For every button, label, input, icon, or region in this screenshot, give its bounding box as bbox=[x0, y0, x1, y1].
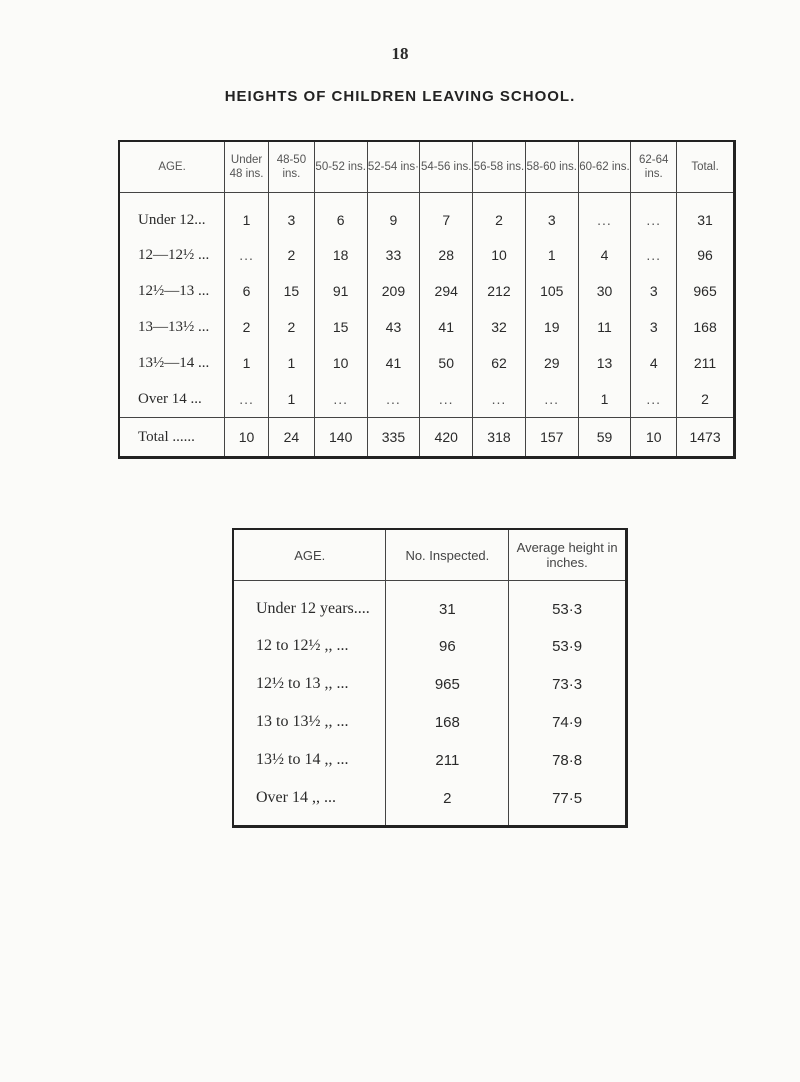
table-cell: 335 bbox=[367, 418, 420, 458]
column-header: 50-52 ins. bbox=[314, 141, 367, 193]
table-cell: 73·3 bbox=[509, 665, 627, 703]
table-cell: 318 bbox=[473, 418, 526, 458]
table-header-row bbox=[233, 529, 627, 581]
table-row bbox=[119, 237, 735, 273]
table-cell: 140 bbox=[314, 418, 367, 458]
table-cell: ... bbox=[631, 193, 677, 238]
column-header: Average height in inches. bbox=[509, 529, 627, 581]
table-cell: 6 bbox=[225, 273, 269, 309]
column-header: 52-54 ins· bbox=[367, 141, 420, 193]
table-cell: 41 bbox=[367, 345, 420, 381]
table-cell: ... bbox=[420, 381, 473, 418]
table-cell: 28 bbox=[420, 237, 473, 273]
table-cell: 29 bbox=[525, 345, 578, 381]
row-label: 12½ to 13 ,, ... bbox=[256, 675, 349, 692]
table-cell: 43 bbox=[367, 309, 420, 345]
table-cell: 31 bbox=[677, 193, 735, 238]
table-cell: 59 bbox=[578, 418, 631, 458]
table-row bbox=[119, 345, 735, 381]
table-cell: 3 bbox=[631, 273, 677, 309]
table-cell: 4 bbox=[578, 237, 631, 273]
table-row bbox=[233, 665, 627, 703]
table-row bbox=[233, 779, 627, 827]
table-cell: 10 bbox=[631, 418, 677, 458]
table-cell: 1 bbox=[578, 381, 631, 418]
table-cell: 19 bbox=[525, 309, 578, 345]
table-cell: 41 bbox=[420, 309, 473, 345]
table-cell: 211 bbox=[677, 345, 735, 381]
table-cell: 18 bbox=[314, 237, 367, 273]
table-cell: 2 bbox=[225, 309, 269, 345]
column-header: 58-60 ins. bbox=[525, 141, 578, 193]
table-cell: 3 bbox=[631, 309, 677, 345]
table-cell: ... bbox=[367, 381, 420, 418]
row-label: Under 12 years.... bbox=[256, 600, 370, 617]
table-cell: ... bbox=[314, 381, 367, 418]
row-label: 12 to 12½ ,, ... bbox=[256, 637, 349, 654]
table-cell: 6 bbox=[314, 193, 367, 238]
heights-distribution-table bbox=[118, 140, 736, 459]
table-cell: ... bbox=[631, 237, 677, 273]
table-cell: 168 bbox=[386, 703, 509, 741]
column-header: AGE. bbox=[233, 529, 386, 581]
table-cell: 4 bbox=[631, 345, 677, 381]
table-cell: ... bbox=[473, 381, 526, 418]
table-cell: 157 bbox=[525, 418, 578, 458]
table-cell: 2 bbox=[677, 381, 735, 418]
table-cell: 7 bbox=[420, 193, 473, 238]
table-cell: 420 bbox=[420, 418, 473, 458]
table-cell: 15 bbox=[314, 309, 367, 345]
row-label: 13½ to 14 ,, ... bbox=[256, 751, 349, 768]
table-cell: 31 bbox=[386, 581, 509, 628]
table-cell: 9 bbox=[367, 193, 420, 238]
column-header: Under 48 ins. bbox=[225, 141, 269, 193]
row-label: Total ...... bbox=[119, 418, 225, 458]
table-cell: 77·5 bbox=[509, 779, 627, 827]
row-label: 13—13½ ... bbox=[138, 318, 210, 335]
row-label: Over 14 ... bbox=[138, 390, 202, 407]
column-header: 48-50 ins. bbox=[269, 141, 315, 193]
table-cell: 96 bbox=[677, 237, 735, 273]
table-row bbox=[233, 703, 627, 741]
column-header: 60-62 ins. bbox=[578, 141, 631, 193]
table-cell: 965 bbox=[386, 665, 509, 703]
column-header: AGE. bbox=[119, 141, 225, 193]
table-cell: 209 bbox=[367, 273, 420, 309]
table-cell: ... bbox=[525, 381, 578, 418]
table-cell: 62 bbox=[473, 345, 526, 381]
table-cell: 105 bbox=[525, 273, 578, 309]
table-cell: 15 bbox=[269, 273, 315, 309]
table-cell: 10 bbox=[314, 345, 367, 381]
table-cell: 1473 bbox=[677, 418, 735, 458]
table-cell: 2 bbox=[386, 779, 509, 827]
table-cell: 96 bbox=[386, 627, 509, 665]
table-cell: 91 bbox=[314, 273, 367, 309]
row-label: 13 to 13½ ,, ... bbox=[256, 713, 349, 730]
table-cell: 3 bbox=[269, 193, 315, 238]
column-header: 62-64 ins. bbox=[631, 141, 677, 193]
table-cell: 10 bbox=[225, 418, 269, 458]
table-header-row bbox=[119, 141, 735, 193]
table-cell: 1 bbox=[269, 345, 315, 381]
table-cell: 74·9 bbox=[509, 703, 627, 741]
table-cell: 2 bbox=[473, 193, 526, 238]
table-cell: 53·3 bbox=[509, 581, 627, 628]
table-cell: 11 bbox=[578, 309, 631, 345]
table-cell: 2 bbox=[269, 309, 315, 345]
row-label: 12½—13 ... bbox=[138, 282, 210, 299]
page-title: HEIGHTS OF CHILDREN LEAVING SCHOOL. bbox=[224, 88, 576, 105]
table-cell: 1 bbox=[225, 345, 269, 381]
table-cell: 965 bbox=[677, 273, 735, 309]
total-row bbox=[119, 418, 735, 458]
table-row bbox=[119, 309, 735, 345]
table-cell: ... bbox=[225, 237, 269, 273]
table-cell: 1 bbox=[525, 237, 578, 273]
table-row bbox=[233, 741, 627, 779]
table-cell: 50 bbox=[420, 345, 473, 381]
table-cell: 33 bbox=[367, 237, 420, 273]
table-row bbox=[119, 381, 735, 418]
row-label: Under 12... bbox=[138, 211, 206, 228]
table-cell: 294 bbox=[420, 273, 473, 309]
table-cell: 13 bbox=[578, 345, 631, 381]
table-row bbox=[119, 273, 735, 309]
table-cell: 2 bbox=[269, 237, 315, 273]
table-row bbox=[119, 193, 735, 238]
table-cell: ... bbox=[225, 381, 269, 418]
table-row bbox=[233, 581, 627, 628]
column-header: Total. bbox=[677, 141, 735, 193]
table-cell: 78·8 bbox=[509, 741, 627, 779]
average-height-table bbox=[232, 528, 628, 828]
column-header: 54-56 ins. bbox=[420, 141, 473, 193]
table-cell: 32 bbox=[473, 309, 526, 345]
table-cell: 1 bbox=[269, 381, 315, 418]
table-cell: 211 bbox=[386, 741, 509, 779]
row-label: 12—12½ ... bbox=[138, 246, 210, 263]
table-cell: ... bbox=[631, 381, 677, 418]
table-cell: 3 bbox=[525, 193, 578, 238]
table-cell: 24 bbox=[269, 418, 315, 458]
table-cell: 212 bbox=[473, 273, 526, 309]
table-cell: ... bbox=[578, 193, 631, 238]
page-number: 18 bbox=[391, 44, 409, 63]
column-header: No. Inspected. bbox=[386, 529, 509, 581]
column-header: 56-58 ins. bbox=[473, 141, 526, 193]
table-cell: 30 bbox=[578, 273, 631, 309]
row-label: 13½—14 ... bbox=[138, 354, 210, 371]
table-cell: 1 bbox=[225, 193, 269, 238]
row-label: Over 14 ,, ... bbox=[256, 789, 336, 806]
table-cell: 53·9 bbox=[509, 627, 627, 665]
table-row bbox=[233, 627, 627, 665]
table-cell: 168 bbox=[677, 309, 735, 345]
table-cell: 10 bbox=[473, 237, 526, 273]
